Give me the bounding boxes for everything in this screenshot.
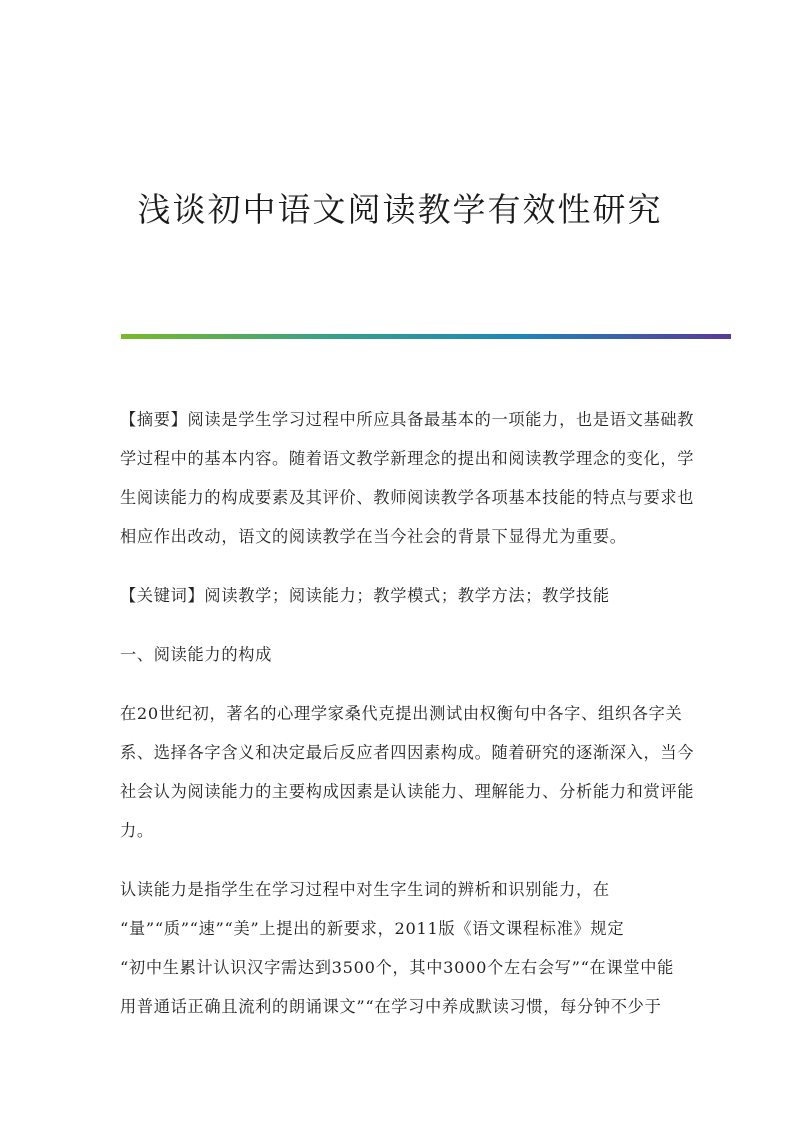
title-divider [121, 334, 731, 339]
abstract-line: 相应作出改动，语文的阅读教学在当今社会的背景下显得尤为重要。 [120, 527, 627, 546]
paragraph-line: 社会认为阅读能力的主要构成因素是认读能力、理解能力、分析能力和赏评能 [120, 782, 695, 801]
body-paragraph-1 [120, 694, 695, 850]
keywords-paragraph [120, 576, 680, 615]
paragraph-line: 认读能力是指学生在学习过程中对生字生词的辨析和识别能力，在 [120, 880, 610, 899]
document-body [120, 400, 695, 1046]
paragraph-line: “初中生累计认识汉字需达到3500个，其中3000个左右会写”“在课堂中能 [120, 958, 674, 977]
paragraph-line: 用普通话正确且流利的朗诵课文”“在学习中养成默读习惯，每分钟不少于 [120, 997, 662, 1016]
section-heading-text: 一、阅读能力的构成 [120, 645, 272, 664]
abstract-line: 生阅读能力的构成要素及其评价、教师阅读教学各项基本技能的特点与要求也 [120, 488, 695, 507]
abstract-line: 学过程中的基本内容。随着语文教学新理念的提出和阅读教学理念的变化，学 [120, 449, 695, 468]
abstract-line: 【摘要】阅读是学生学习过程中所应具备最基本的一项能力，也是语文基础教 [120, 410, 695, 429]
keywords-line: 【关键词】阅读教学；阅读能力；教学模式；教学方法；教学技能 [120, 586, 610, 605]
paragraph-line: “量”“质”“速”“美”上提出的新要求，2011版《语文课程标准》规定 [120, 919, 625, 938]
abstract-paragraph [120, 400, 695, 556]
document-title: 浅谈初中语文阅读教学有效性研究 [137, 190, 663, 229]
paragraph-line: 在20世纪初，著名的心理学家桑代克提出测试由权衡句中各字、组织各字关 [120, 704, 683, 723]
section-heading [120, 635, 680, 674]
paragraph-line: 系、选择各字含义和决定最后反应者四因素构成。随着研究的逐渐深入，当今 [120, 743, 695, 762]
body-paragraph-2 [120, 870, 680, 1026]
paragraph-line: 力。 [120, 821, 154, 840]
